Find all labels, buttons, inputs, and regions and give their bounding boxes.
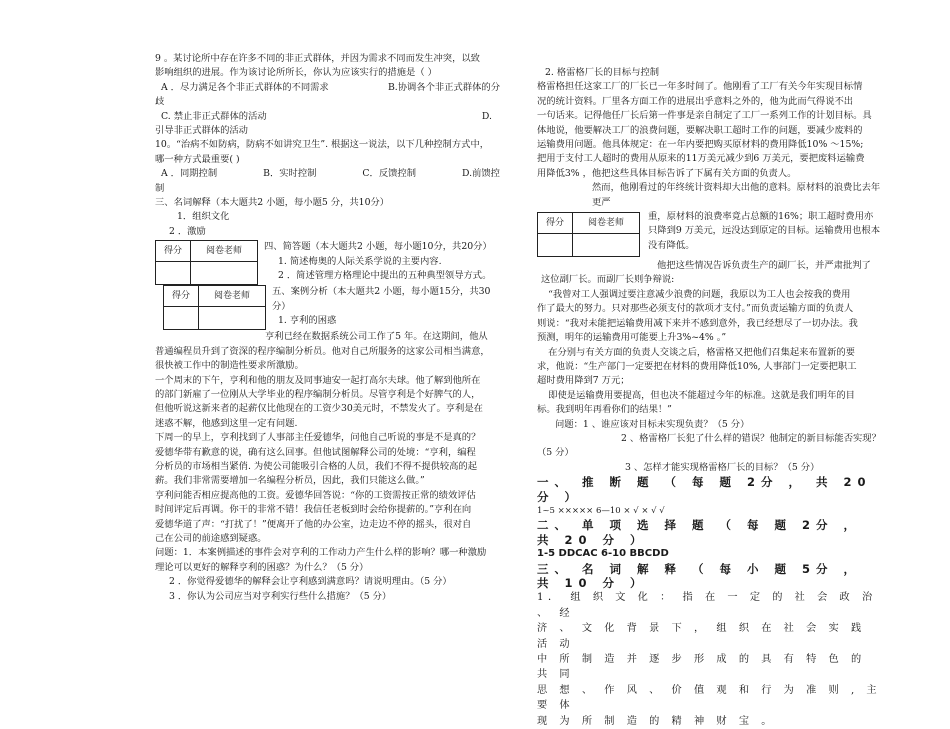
case1-line: 薪。我们非常需要增加一名编程分析员，因此，我们只能这么做。” — [155, 475, 425, 487]
score-box-3 — [537, 212, 640, 257]
section4-item1: 1. 简述梅奥的人际关系学说的主要内容. — [278, 255, 442, 267]
score-box-1-label-score: 得分 — [156, 241, 191, 262]
case1-line: 很快被工作中的制造性要求所激励。 — [155, 360, 304, 372]
left-column — [155, 52, 500, 604]
case2-line: 标。我到明年再看你们的结果！” — [537, 404, 672, 416]
answer-section2-key: 1-5 DDCAC 6-10 BBCDD — [537, 548, 669, 560]
q9-option-b: B.协调各个非正式群体的分 — [387, 81, 500, 93]
answer-section3-heading: 三、 名 词 解 释 （ 每 小 题 5分 ， 共 10 分 ） — [537, 561, 862, 590]
case1-line: 普通编程员升到了资深的程序编制分析员。他对自己所服务的这家公司相当满意， — [155, 345, 490, 357]
case2-line: 用降低3% ，他把这些具体目标告诉了下属有关方面的负责人。 — [537, 167, 797, 179]
answer-line: 1． 组 织 文 化 ： 指 在 一 定 的 社 会 政 治 、 经 — [537, 592, 877, 619]
case1-question2: 2 ．你觉得爱德华的解释会让亨利感到满意吗？请说明理由。（5 分） — [169, 576, 452, 588]
case1-question1-cont: 理论可以更好的解释亨利的困惑？为什么？（5 分） — [155, 561, 369, 573]
case2-line: 他把这些情况告诉负责生产的副厂长，并严肃批判了 — [657, 260, 871, 272]
case2-line: 况的统计资料。厂里各方面工作的进展出乎意料之外的，他为此而气得说不出 — [537, 95, 854, 107]
score-box-1-label-grader: 阅卷老师 — [191, 241, 258, 262]
q9-option-d: D. — [481, 110, 492, 122]
case1-line: 下周一的早上，亨利找到了人事部主任爱德华，问他自己听说的事是不是真的？ — [155, 432, 481, 444]
case2-line: 把用于支付工人超时的费用从原来的11万美元减少到6 万美元，要把废料运输费 — [537, 153, 865, 165]
case1-line: 但他听说这新来者的起薪仅比他现在的工资少30美元时，不禁发火了。亨利是在 — [155, 403, 483, 415]
section3-item1: 1．组织文化 — [177, 211, 230, 223]
case1-body — [155, 330, 500, 575]
answer-section3-body — [537, 590, 882, 729]
case2-line: 超时费用降到7 万元； — [537, 375, 630, 387]
q9-options-ab — [155, 81, 500, 95]
case2-line: 在分别与有关方面的负责人交谈之后，格雷格又把他们召集起来布置新的要 — [548, 346, 855, 358]
q10-options — [155, 167, 500, 181]
case1-line: 的部门新雇了一位刚从大学毕业的程序编制分析员。尽管亨利是个好脾气的人， — [155, 388, 481, 400]
case1-line: 己在公司的前途感到疑惑。 — [155, 532, 267, 544]
section5-title-line1: 五、案例分析（本大题共2 小题，每小题15分，共30 — [272, 286, 491, 298]
score-box-3-grader-cell[interactable] — [573, 234, 640, 257]
q9-option-c: C. 禁止非正式群体的活动 — [161, 110, 267, 122]
case2-line: 格雷格担任这家工厂的厂长已一年多时间了。他刚看了工厂有关今年实现目标情 — [537, 81, 863, 93]
score-box-1-score-cell[interactable] — [156, 262, 191, 285]
section5-text — [272, 285, 490, 328]
case2-question2-cont: （5 分） — [537, 447, 574, 459]
case2-line: 这位副厂长。而副厂长则争辩说: — [541, 274, 675, 286]
score-box-1-grader-cell[interactable] — [191, 262, 258, 285]
case1-line: 爱德华道了声：“打扰了！”便离开了他的办公室，边走边不停的摇头，很对自 — [155, 518, 472, 530]
section5-block — [155, 285, 500, 330]
case1-line: 爱德华带有歉意的说，确有这么回事。但他试图解释公司的处境：“亨利，编程 — [155, 446, 476, 458]
case2-line: 运输费用问题。他具体规定：在一年内要把购买原材料的费用降低10% ～15%; — [537, 139, 864, 151]
answer-line: 现 为 所 制 造 的 精 神 财 宝 。 — [537, 715, 776, 727]
answer-section2-heading: 二、 单 项 选 择 题 （ 每 题 2分 ， 共 20 分 ） — [537, 518, 862, 547]
score-box-2-score-cell[interactable] — [164, 307, 199, 330]
q9-stem-line2: 影响组织的进展。作为该讨论所所长，你认为应该实行的措施是（ ） — [155, 67, 437, 79]
case1-title: 1. 亨利的困惑 — [278, 315, 337, 327]
case2-line: 求，他说：“生产部门一定要把在材料的费用降低10%, 人事部门一定要把职工 — [537, 360, 857, 372]
case2-question2: 2 、格雷格厂长犯了什么样的错误？他制定的新目标能否实现？ — [621, 432, 881, 444]
q9-option-d-wrap: 引导非正式群体的活动 — [155, 125, 248, 137]
section4-text — [264, 240, 492, 283]
case2-result-wrap: 重，原材料的浪费率竟占总额的16%；职工超时费用亦只降到9 万美元，远没达到原定的目标。运输费用也根本没有降低。 — [648, 211, 880, 251]
score-box-2-label-score: 得分 — [164, 286, 199, 307]
case1-question3: 3 ．你认为公司应当对亨利实行些什么措施？（5 分） — [169, 590, 392, 602]
answer-section1-heading: 一、 推 断 题 （ 每 题 2分 ， 共 20 分 ） — [537, 475, 872, 504]
score-box-3-label-score: 得分 — [538, 213, 573, 234]
section4-title: 四、简答题（本大题共2 小题，每小题10分，共20分） — [264, 241, 492, 253]
case2-question1: 问题：1 、谁应该对目标未实现负责？（5 分） — [555, 418, 750, 430]
answer-section1-key: 1~5 ××××× 6—10 × √ × √ √ — [537, 505, 665, 516]
case2-question3: 3 、怎样才能实现格雷格厂长的目标？（5 分） — [625, 461, 820, 473]
case1-line: 迷惑不解，他感到这里一定有问题. — [155, 417, 298, 429]
answer-line: 济 、 文 化 背 景 下 ， 组 织 在 社 会 实 践 活 动 — [537, 623, 866, 650]
score-box-2-grader-cell[interactable] — [199, 307, 266, 330]
q10-stem-line2: 哪一种方式最重要( ) — [155, 153, 240, 165]
case1-question1: 问题：1．本案例描述的事件会对亨利的工作动力产生什么样的影响？哪一种激励 — [155, 547, 487, 559]
q10-option-d-wrap: 制 — [155, 182, 165, 194]
q9-stem-line1: 9 。某讨论所中存在许多不同的非正式群体，并因为需求不同而发生冲突，以致 — [155, 53, 480, 64]
right-column — [537, 66, 882, 729]
case2-line: 预测，明年的运输费用可能要上升3%~4% 。” — [537, 332, 727, 344]
score-box-3-label-grader: 阅卷老师 — [573, 213, 640, 234]
case2-line: “我曾对工人强调过要注意减少浪费的问题，我原以为工人也会按我的费用 — [548, 288, 851, 300]
case2-line: 体地说，他要解决工厂的浪费问题，要解决职工超时工作的问题，要减少废料的 — [537, 124, 863, 136]
case1-line: 时间评定后再调。你干的非常不错！我信任老板到时会给你提薪的。”亨利在向 — [155, 504, 472, 516]
answer-line: 中 所 制 造 并 逐 步 形 成 的 具 有 特 色 的 共 同 — [537, 654, 866, 681]
q10-option-c: C．反馈控制 — [362, 168, 417, 180]
case1-line: 一个周末的下午，亨利和他的朋友及同事迪安一起打高尔夫球。他了解到他所在 — [155, 374, 481, 386]
q10-option-b: B．实时控制 — [263, 168, 317, 180]
case1-line: 分析员的市场相当紧俏. 为使公司能吸引合格的人员，我们不得不提供较高的起 — [155, 460, 478, 472]
section4-block — [155, 240, 500, 285]
case2-line: 作了最大的努力。只对那些必须支付的款项才支付。”而负责运输方面的负责人 — [537, 303, 854, 315]
score-box-3-score-cell[interactable] — [538, 234, 573, 257]
case1-line: 亨利问能否相应提高他的工资。爱德华回答说：“你的工资需按正常的绩效评估 — [155, 489, 476, 501]
section3-title: 三、名词解释（本大题共2 小题，每小题5 分，共10分） — [155, 197, 390, 209]
q9-option-b-wrap: 歧 — [155, 96, 165, 108]
q9-option-a: A ．尽力满足各个非正式群体的不同需求 — [161, 81, 329, 93]
score-box-2-label-grader: 阅卷老师 — [199, 286, 266, 307]
q10-option-a: A ．同期控制 — [161, 168, 218, 180]
section5-title-line2: 分） — [272, 300, 291, 312]
q9-options-cd — [155, 110, 500, 124]
answer-line: 思 想 、 作 风 、 价 值 观 和 行 为 准 则 , 主 要 体 — [537, 684, 882, 712]
case2-box-wrap — [537, 210, 882, 259]
q10-stem-line1: 10。“治病不如防病，防病不如讲究卫生”. 根据这一说法，以下几种控制方式中， — [155, 139, 490, 151]
case2-line: 一句话来。记得他任厂长后第一件事是亲自制定了工厂一系列工作的计划目标。具 — [537, 110, 872, 122]
case2-result-line: 然而，他刚看过的年终统计资料却大出他的意料。原材料的浪费比去年更严 — [592, 182, 881, 208]
q10-option-d: D.前馈控 — [462, 168, 500, 180]
case2-line: 即使是运输费用要提高，但也决不能超过今年的标准。这就是我们明年的目 — [548, 389, 855, 401]
case1-line: 亨利已经在数据系统公司工作了5 年。在这期间，他从 — [265, 331, 488, 343]
case2-title: 2. 格雷格厂长的目标与控制 — [545, 67, 660, 78]
section3-item2: 2 ．激励 — [169, 225, 206, 237]
case2-line: 则说：“我对未能把运输费用减下来并不感到意外，我已经想尽了一切办法。我 — [537, 317, 858, 329]
score-box-2 — [163, 285, 266, 330]
score-box-1 — [155, 240, 258, 285]
section4-item2: 2 ．简述管理方格理论中提出的五种典型领导方式。 — [278, 270, 492, 282]
